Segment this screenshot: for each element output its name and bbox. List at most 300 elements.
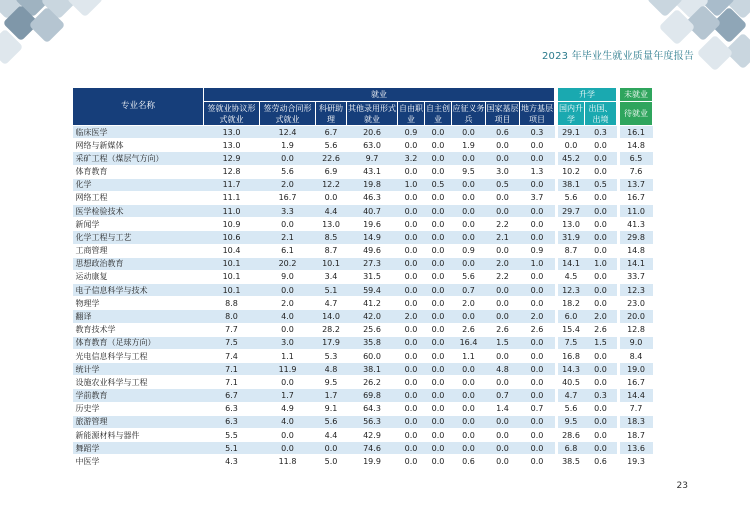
value-cell-local-grassroots: 0.0 (520, 231, 555, 244)
value-cell-study-abroad: 0.6 (585, 455, 617, 468)
column-header-labor-contract: 签劳动合同形式就业 (260, 102, 316, 126)
value-cell-local-grassroots: 0.0 (520, 349, 555, 362)
value-cell-other-employment: 40.7 (347, 205, 398, 218)
value-cell-research-assistant: 5.0 (316, 455, 347, 468)
value-cell-national-grassroots: 0.0 (486, 376, 520, 389)
value-cell-research-assistant: 9.1 (316, 402, 347, 415)
value-cell-national-grassroots: 0.0 (486, 205, 520, 218)
value-cell-other-employment: 31.5 (347, 270, 398, 283)
value-cell-domestic-study: 14.1 (558, 257, 585, 270)
value-cell-labor-contract: 3.3 (260, 205, 316, 218)
major-name-cell: 化学 (73, 178, 204, 191)
major-name-cell: 物理学 (73, 297, 204, 310)
major-name-cell: 采矿工程（煤层气方向） (73, 152, 204, 165)
value-cell-labor-contract: 9.0 (260, 270, 316, 283)
value-cell-study-abroad: 0.0 (585, 139, 617, 152)
value-cell-self-employed: 0.0 (425, 139, 452, 152)
value-cell-agreement: 6.7 (204, 389, 260, 402)
value-cell-labor-contract: 0.0 (260, 218, 316, 231)
value-cell-agreement: 10.9 (204, 218, 260, 231)
top-right-decoration (630, 0, 750, 90)
value-cell-awaiting-employment: 14.4 (620, 389, 653, 402)
value-cell-military: 0.0 (452, 376, 486, 389)
value-cell-agreement: 8.0 (204, 310, 260, 323)
value-cell-military: 0.0 (452, 178, 486, 191)
value-cell-labor-contract: 6.1 (260, 244, 316, 257)
value-cell-study-abroad: 0.0 (585, 152, 617, 165)
value-cell-national-grassroots: 1.4 (486, 402, 520, 415)
value-cell-self-employed: 0.0 (425, 231, 452, 244)
column-header-study-abroad: 出国、出境 (585, 102, 617, 126)
value-cell-local-grassroots: 2.6 (520, 323, 555, 336)
column-header-self-employed: 自主创业 (426, 103, 450, 124)
value-cell-other-employment: 19.8 (347, 178, 398, 191)
value-cell-domestic-study: 15.4 (558, 323, 585, 336)
value-cell-labor-contract: 1.1 (260, 349, 316, 362)
value-cell-labor-contract: 0.0 (260, 152, 316, 165)
value-cell-freelance: 0.0 (398, 428, 425, 441)
value-cell-freelance: 0.0 (398, 415, 425, 428)
value-cell-freelance: 0.0 (398, 455, 425, 468)
value-cell-other-employment: 35.8 (347, 336, 398, 349)
value-cell-domestic-study: 45.2 (558, 152, 585, 165)
value-cell-research-assistant: 5.1 (316, 284, 347, 297)
value-cell-military: 9.5 (452, 165, 486, 178)
value-cell-local-grassroots: 0.7 (520, 402, 555, 415)
value-cell-self-employed: 0.0 (425, 284, 452, 297)
value-cell-other-employment: 56.3 (347, 415, 398, 428)
value-cell-self-employed: 0.0 (425, 244, 452, 257)
value-cell-research-assistant: 4.4 (316, 428, 347, 441)
value-cell-self-employed: 0.0 (425, 442, 452, 455)
value-cell-labor-contract: 0.0 (260, 442, 316, 455)
table-row (73, 376, 653, 389)
value-cell-self-employed: 0.0 (425, 323, 452, 336)
value-cell-research-assistant: 0.0 (316, 191, 347, 204)
value-cell-local-grassroots: 0.9 (520, 244, 555, 257)
major-name-cell: 网络工程 (73, 191, 204, 204)
value-cell-study-abroad: 0.3 (585, 126, 617, 139)
value-cell-military: 0.0 (452, 363, 486, 376)
value-cell-local-grassroots: 0.0 (520, 270, 555, 283)
value-cell-agreement: 4.3 (204, 455, 260, 468)
value-cell-self-employed: 0.0 (425, 218, 452, 231)
table-row (73, 455, 653, 468)
value-cell-research-assistant: 10.1 (316, 257, 347, 270)
value-cell-local-grassroots: 0.0 (520, 284, 555, 297)
value-cell-awaiting-employment: 19.3 (620, 455, 653, 468)
value-cell-research-assistant: 6.9 (316, 165, 347, 178)
value-cell-military: 2.0 (452, 297, 486, 310)
value-cell-study-abroad: 0.0 (585, 218, 617, 231)
value-cell-domestic-study: 10.2 (558, 165, 585, 178)
major-name-cell: 旅游管理 (73, 415, 204, 428)
major-name-cell: 运动康复 (73, 270, 204, 283)
value-cell-domestic-study: 16.8 (558, 349, 585, 362)
value-cell-awaiting-employment: 19.0 (620, 363, 653, 376)
value-cell-military: 0.0 (452, 310, 486, 323)
value-cell-agreement: 7.7 (204, 323, 260, 336)
value-cell-local-grassroots: 2.0 (520, 310, 555, 323)
value-cell-national-grassroots: 0.0 (486, 297, 520, 310)
major-name-cell: 网络与新媒体 (73, 139, 204, 152)
value-cell-freelance: 1.0 (398, 178, 425, 191)
value-cell-military: 1.1 (452, 349, 486, 362)
major-name-cell: 电子信息科学与技术 (73, 284, 204, 297)
value-cell-national-grassroots: 1.5 (486, 336, 520, 349)
value-cell-other-employment: 19.9 (347, 455, 398, 468)
value-cell-domestic-study: 9.5 (558, 415, 585, 428)
value-cell-self-employed: 0.0 (425, 257, 452, 270)
value-cell-labor-contract: 2.0 (260, 178, 316, 191)
value-cell-freelance: 0.0 (398, 336, 425, 349)
value-cell-agreement: 7.1 (204, 376, 260, 389)
major-name-cell: 临床医学 (73, 126, 204, 139)
value-cell-labor-contract: 4.0 (260, 415, 316, 428)
value-cell-other-employment: 27.3 (347, 257, 398, 270)
value-cell-awaiting-employment: 6.5 (620, 152, 653, 165)
value-cell-other-employment: 74.6 (347, 442, 398, 455)
value-cell-study-abroad: 1.5 (585, 336, 617, 349)
value-cell-military: 0.0 (452, 415, 486, 428)
value-cell-research-assistant: 1.7 (316, 389, 347, 402)
value-cell-other-employment: 49.6 (347, 244, 398, 257)
value-cell-freelance: 0.0 (398, 376, 425, 389)
value-cell-research-assistant: 13.0 (316, 218, 347, 231)
value-cell-national-grassroots: 2.2 (486, 218, 520, 231)
value-cell-self-employed: 0.0 (425, 376, 452, 389)
value-cell-awaiting-employment: 7.6 (620, 165, 653, 178)
value-cell-agreement: 6.3 (204, 402, 260, 415)
value-cell-national-grassroots: 0.0 (486, 455, 520, 468)
value-cell-freelance: 0.0 (398, 323, 425, 336)
value-cell-agreement: 6.3 (204, 415, 260, 428)
value-cell-other-employment: 43.1 (347, 165, 398, 178)
value-cell-military: 0.0 (452, 126, 486, 139)
table-row (73, 442, 653, 455)
value-cell-study-abroad: 0.0 (585, 376, 617, 389)
value-cell-awaiting-employment: 16.1 (620, 126, 653, 139)
column-header-national-grassroots: 国家基层项目 (486, 103, 519, 124)
value-cell-other-employment: 63.0 (347, 139, 398, 152)
value-cell-agreement: 11.0 (204, 205, 260, 218)
value-cell-local-grassroots: 0.0 (520, 178, 555, 191)
major-name-cell: 舞蹈学 (73, 442, 204, 455)
value-cell-agreement: 10.1 (204, 270, 260, 283)
value-cell-self-employed: 0.0 (425, 402, 452, 415)
value-cell-agreement: 10.6 (204, 231, 260, 244)
value-cell-domestic-study: 8.7 (558, 244, 585, 257)
value-cell-awaiting-employment: 13.7 (620, 178, 653, 191)
value-cell-national-grassroots: 0.0 (486, 415, 520, 428)
value-cell-study-abroad: 0.0 (585, 349, 617, 362)
value-cell-military: 0.6 (452, 455, 486, 468)
value-cell-other-employment: 38.1 (347, 363, 398, 376)
table-row (73, 178, 653, 191)
value-cell-freelance: 0.0 (398, 442, 425, 455)
value-cell-self-employed: 0.5 (425, 178, 452, 191)
value-cell-research-assistant: 8.5 (316, 231, 347, 244)
value-cell-research-assistant: 0.0 (316, 442, 347, 455)
value-cell-labor-contract: 4.9 (260, 402, 316, 415)
major-name-cell: 光电信息科学与工程 (73, 349, 204, 362)
major-name-cell: 化学工程与工艺 (73, 231, 204, 244)
value-cell-study-abroad: 0.0 (585, 244, 617, 257)
table-row (73, 257, 653, 270)
major-name-cell: 医学检验技术 (73, 205, 204, 218)
value-cell-research-assistant: 8.7 (316, 244, 347, 257)
value-cell-local-grassroots: 0.0 (520, 428, 555, 441)
table-row (73, 231, 653, 244)
value-cell-freelance: 2.0 (398, 310, 425, 323)
value-cell-other-employment: 19.6 (347, 218, 398, 231)
value-cell-domestic-study: 6.8 (558, 442, 585, 455)
value-cell-labor-contract: 2.0 (260, 297, 316, 310)
value-cell-other-employment: 20.6 (347, 126, 398, 139)
value-cell-labor-contract: 16.7 (260, 191, 316, 204)
table-row (73, 336, 653, 349)
value-cell-domestic-study: 7.5 (558, 336, 585, 349)
value-cell-self-employed: 0.0 (425, 415, 452, 428)
value-cell-self-employed: 0.0 (425, 270, 452, 283)
major-name-cell: 新闻学 (73, 218, 204, 231)
value-cell-labor-contract: 3.0 (260, 336, 316, 349)
major-name-cell: 统计学 (73, 363, 204, 376)
column-header-research-assistant: 科研助理 (316, 102, 347, 126)
table-row (73, 389, 653, 402)
value-cell-local-grassroots: 0.0 (520, 139, 555, 152)
value-cell-awaiting-employment: 16.7 (620, 191, 653, 204)
value-cell-freelance: 0.9 (398, 126, 425, 139)
value-cell-self-employed: 0.0 (425, 297, 452, 310)
value-cell-local-grassroots: 1.3 (520, 165, 555, 178)
value-cell-national-grassroots: 3.0 (486, 165, 520, 178)
value-cell-self-employed: 0.0 (425, 310, 452, 323)
value-cell-domestic-study: 28.6 (558, 428, 585, 441)
value-cell-labor-contract: 0.0 (260, 323, 316, 336)
value-cell-national-grassroots: 0.0 (486, 310, 520, 323)
value-cell-awaiting-employment: 7.7 (620, 402, 653, 415)
value-cell-labor-contract: 5.6 (260, 165, 316, 178)
major-name-cell: 翻译 (73, 310, 204, 323)
value-cell-study-abroad: 0.0 (585, 442, 617, 455)
value-cell-study-abroad: 0.0 (585, 205, 617, 218)
value-cell-labor-contract: 1.7 (260, 389, 316, 402)
value-cell-agreement: 5.5 (204, 428, 260, 441)
value-cell-self-employed: 0.0 (425, 126, 452, 139)
value-cell-awaiting-employment: 16.7 (620, 376, 653, 389)
value-cell-agreement: 7.4 (204, 349, 260, 362)
value-cell-national-grassroots: 0.0 (486, 139, 520, 152)
value-cell-military: 0.0 (452, 231, 486, 244)
value-cell-awaiting-employment: 8.4 (620, 349, 653, 362)
value-cell-labor-contract: 2.1 (260, 231, 316, 244)
value-cell-freelance: 0.0 (398, 139, 425, 152)
value-cell-national-grassroots: 0.7 (486, 389, 520, 402)
value-cell-agreement: 11.1 (204, 191, 260, 204)
value-cell-local-grassroots: 0.0 (520, 297, 555, 310)
major-name-cell: 学前教育 (73, 389, 204, 402)
value-cell-freelance: 0.0 (398, 270, 425, 283)
value-cell-domestic-study: 18.2 (558, 297, 585, 310)
value-cell-study-abroad: 1.0 (585, 257, 617, 270)
value-cell-national-grassroots: 0.6 (486, 126, 520, 139)
value-cell-freelance: 0.0 (398, 363, 425, 376)
value-cell-study-abroad: 2.6 (585, 323, 617, 336)
value-cell-freelance: 0.0 (398, 297, 425, 310)
value-cell-freelance: 0.0 (398, 244, 425, 257)
value-cell-agreement: 13.0 (204, 139, 260, 152)
value-cell-domestic-study: 6.0 (558, 310, 585, 323)
value-cell-freelance: 0.0 (398, 231, 425, 244)
value-cell-awaiting-employment: 14.8 (620, 244, 653, 257)
major-name-cell: 体育教育 (73, 165, 204, 178)
value-cell-study-abroad: 0.5 (585, 178, 617, 191)
value-cell-military: 1.9 (452, 139, 486, 152)
table-row (73, 402, 653, 415)
value-cell-research-assistant: 5.3 (316, 349, 347, 362)
value-cell-military: 16.4 (452, 336, 486, 349)
value-cell-national-grassroots: 0.0 (486, 442, 520, 455)
value-cell-local-grassroots: 0.0 (520, 363, 555, 376)
value-cell-other-employment: 42.0 (347, 310, 398, 323)
value-cell-freelance: 0.0 (398, 284, 425, 297)
value-cell-awaiting-employment: 9.0 (620, 336, 653, 349)
value-cell-study-abroad: 0.0 (585, 165, 617, 178)
value-cell-military: 0.0 (452, 257, 486, 270)
value-cell-study-abroad: 0.3 (585, 389, 617, 402)
value-cell-research-assistant: 5.6 (316, 415, 347, 428)
value-cell-awaiting-employment: 11.0 (620, 205, 653, 218)
value-cell-domestic-study: 5.6 (558, 402, 585, 415)
value-cell-research-assistant: 5.6 (316, 139, 347, 152)
value-cell-local-grassroots: 0.0 (520, 415, 555, 428)
value-cell-domestic-study: 4.7 (558, 389, 585, 402)
further-study-group-header: 升学 (558, 88, 617, 102)
value-cell-research-assistant: 6.7 (316, 126, 347, 139)
value-cell-military: 0.0 (452, 428, 486, 441)
value-cell-domestic-study: 29.1 (558, 126, 585, 139)
report-title: 2023 年毕业生就业质量年度报告 (541, 51, 694, 62)
value-cell-domestic-study: 12.3 (558, 284, 585, 297)
table-row (73, 363, 653, 376)
value-cell-local-grassroots: 0.0 (520, 442, 555, 455)
value-cell-self-employed: 0.0 (425, 191, 452, 204)
value-cell-freelance: 0.0 (398, 349, 425, 362)
value-cell-study-abroad: 0.0 (585, 270, 617, 283)
value-cell-military: 0.0 (452, 442, 486, 455)
table-row (73, 205, 653, 218)
major-name-cell: 历史学 (73, 402, 204, 415)
value-cell-local-grassroots: 0.0 (520, 376, 555, 389)
value-cell-local-grassroots: 3.7 (520, 191, 555, 204)
value-cell-other-employment: 25.6 (347, 323, 398, 336)
value-cell-research-assistant: 17.9 (316, 336, 347, 349)
value-cell-local-grassroots: 0.0 (520, 218, 555, 231)
value-cell-freelance: 0.0 (398, 389, 425, 402)
value-cell-military: 5.6 (452, 270, 486, 283)
value-cell-labor-contract: 4.0 (260, 310, 316, 323)
value-cell-research-assistant: 22.6 (316, 152, 347, 165)
major-name-cell: 新能源材料与器件 (73, 428, 204, 441)
value-cell-other-employment: 64.3 (347, 402, 398, 415)
value-cell-other-employment: 41.2 (347, 297, 398, 310)
value-cell-local-grassroots: 0.0 (520, 152, 555, 165)
table-row (73, 139, 653, 152)
value-cell-domestic-study: 13.0 (558, 218, 585, 231)
table-row (73, 323, 653, 336)
table-row (73, 152, 653, 165)
major-name-cell: 思想政治教育 (73, 257, 204, 270)
major-name-header: 专业名称 (73, 88, 204, 126)
major-name-cell: 工商管理 (73, 244, 204, 257)
table-row (73, 297, 653, 310)
value-cell-national-grassroots: 0.0 (486, 428, 520, 441)
column-header-domestic-study: 国内升学 (559, 103, 583, 124)
value-cell-self-employed: 0.0 (425, 349, 452, 362)
column-header-other-employment: 其他录用形式就业 (348, 103, 396, 124)
table-row (73, 284, 653, 297)
value-cell-study-abroad: 2.0 (585, 310, 617, 323)
column-header-awaiting-employment: 待就业 (620, 102, 653, 126)
value-cell-awaiting-employment: 18.3 (620, 415, 653, 428)
value-cell-freelance: 0.0 (398, 257, 425, 270)
value-cell-self-employed: 0.0 (425, 205, 452, 218)
value-cell-national-grassroots: 2.6 (486, 323, 520, 336)
value-cell-other-employment: 42.9 (347, 428, 398, 441)
value-cell-study-abroad: 0.0 (585, 402, 617, 415)
value-cell-awaiting-employment: 20.0 (620, 310, 653, 323)
value-cell-research-assistant: 3.4 (316, 270, 347, 283)
value-cell-domestic-study: 5.6 (558, 191, 585, 204)
value-cell-national-grassroots: 0.0 (486, 152, 520, 165)
value-cell-self-employed: 0.0 (425, 455, 452, 468)
value-cell-labor-contract: 0.0 (260, 284, 316, 297)
value-cell-domestic-study: 38.5 (558, 455, 585, 468)
value-cell-awaiting-employment: 33.7 (620, 270, 653, 283)
column-header-military: 应征义务兵 (452, 103, 485, 124)
value-cell-labor-contract: 0.0 (260, 428, 316, 441)
value-cell-local-grassroots: 0.3 (520, 126, 555, 139)
value-cell-military: 0.0 (452, 402, 486, 415)
major-name-cell: 设施农业科学与工程 (73, 376, 204, 389)
value-cell-domestic-study: 14.3 (558, 363, 585, 376)
value-cell-research-assistant: 4.7 (316, 297, 347, 310)
value-cell-agreement: 10.1 (204, 284, 260, 297)
value-cell-awaiting-employment: 41.3 (620, 218, 653, 231)
unemployed-group-header: 未就业 (620, 88, 653, 102)
value-cell-labor-contract: 0.0 (260, 376, 316, 389)
table-row (73, 126, 653, 139)
value-cell-study-abroad: 0.0 (585, 428, 617, 441)
value-cell-research-assistant: 12.2 (316, 178, 347, 191)
value-cell-awaiting-employment: 23.0 (620, 297, 653, 310)
value-cell-other-employment: 9.7 (347, 152, 398, 165)
table-row (73, 310, 653, 323)
value-cell-research-assistant: 14.0 (316, 310, 347, 323)
value-cell-military: 0.0 (452, 389, 486, 402)
value-cell-national-grassroots: 0.0 (486, 349, 520, 362)
value-cell-awaiting-employment: 18.7 (620, 428, 653, 441)
value-cell-agreement: 11.7 (204, 178, 260, 191)
value-cell-military: 0.0 (452, 218, 486, 231)
table-row (73, 270, 653, 283)
value-cell-freelance: 0.0 (398, 402, 425, 415)
value-cell-local-grassroots: 0.0 (520, 336, 555, 349)
value-cell-other-employment: 14.9 (347, 231, 398, 244)
value-cell-research-assistant: 9.5 (316, 376, 347, 389)
value-cell-self-employed: 0.0 (425, 389, 452, 402)
